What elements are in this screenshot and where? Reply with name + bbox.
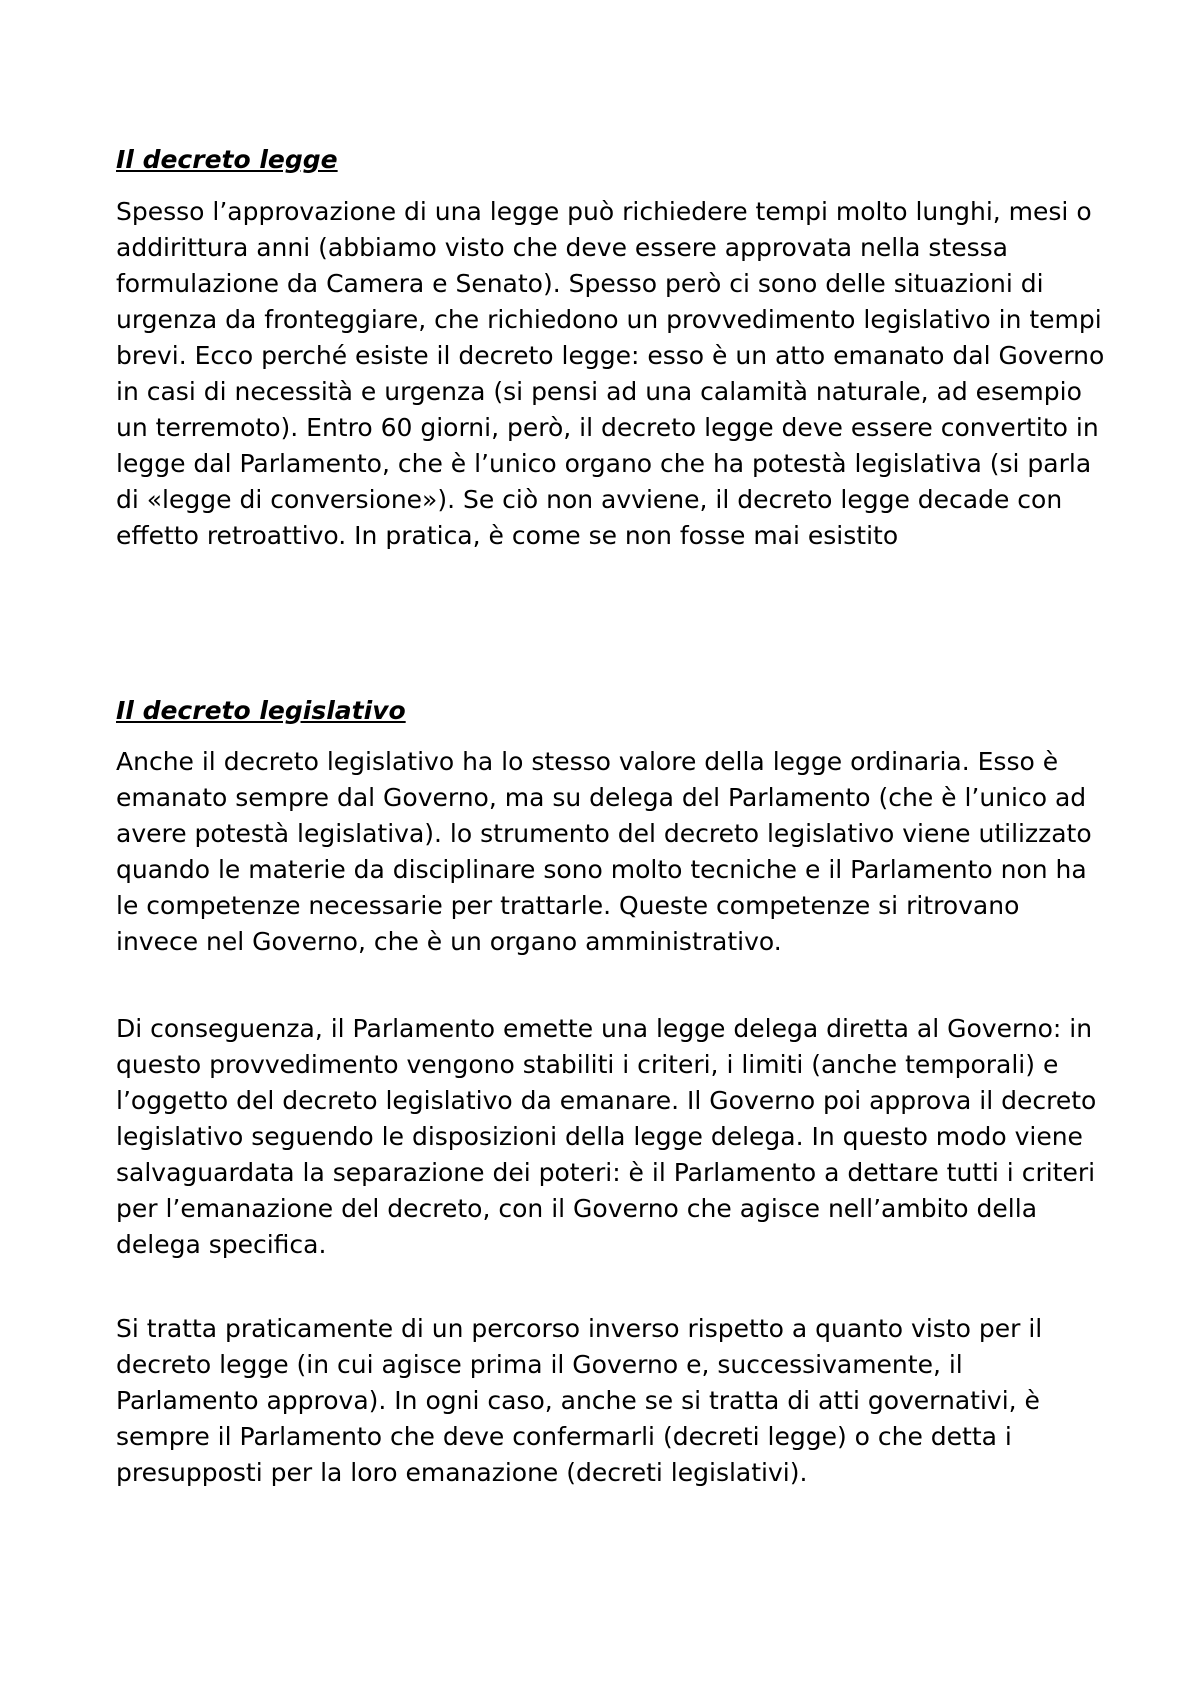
paragraph-decreto-legge: Spesso l’approvazione di una legge può richiedere tempi molto lunghi, mesi o addirittura anni (abbiamo visto che deve essere approvata nella stessa formulazione da Camera e Senato). Spesso però ci sono delle situazioni di urgenza da fronteggiare, che richiedono un provvedimento legislativo in tempi brevi. Ecco perché esiste il decreto legge: esso è un atto emanato dal Governo in casi di necessità e urgenza (si pensi ad una calamità naturale, ad esempio un terremoto). Entro 60 giorni, però, il decreto legge deve essere convertito in legge dal Parlamento, che è l’unico organo che ha potestà legislativa (si parla di «legge di conversione»). Se ciò non avviene, il decreto legge decade con effetto retroattivo. In pratica, è come se non fosse mai esistito — [116, 197, 1105, 550]
section-title-decreto-legislativo: Il decreto legislativo — [116, 696, 406, 725]
paragraph-decreto-legislativo-3: Si tratta praticamente di un percorso inverso rispetto a quanto visto per il decreto legge (in cui agisce prima il Governo e, successivamente, il Parlamento approva). In ogni caso, anche se si tratta di atti governativi, è sempre il Parlamento che deve confermarli (decreti legge) o che detta i presupposti per la loro emanazione (decreti legislativi). — [116, 1314, 1043, 1487]
section-title-decreto-legge: Il decreto legge — [116, 145, 338, 174]
paragraph-decreto-legislativo-1: Anche il decreto legislativo ha lo stesso valore della legge ordinaria. Esso è emanato sempre dal Governo, ma su delega del Parlamento (che è l’unico ad avere potestà legislativa). lo strumento del decreto legislativo viene utilizzato quando le materie da disciplinare sono molto tecniche e il Parlamento non ha le competenze necessarie per trattarle. Queste competenze si ritrovano invece nel Governo, che è un organo amministrativo. — [116, 747, 1092, 956]
paragraph-decreto-legislativo-2: Di conseguenza, il Parlamento emette una legge delega diretta al Governo: in questo provvedimento vengono stabiliti i criteri, i limiti (anche temporali) e l’oggetto del decreto legislativo da emanare. Il Governo poi approva il decreto legislativo seguendo le disposizioni della legge delega. In questo modo viene salvaguardata la separazione dei poteri: è il Parlamento a dettare tutti i criteri per l’emanazione del decreto, con il Governo che agisce nell’ambito della delega specifica. — [116, 1014, 1097, 1259]
